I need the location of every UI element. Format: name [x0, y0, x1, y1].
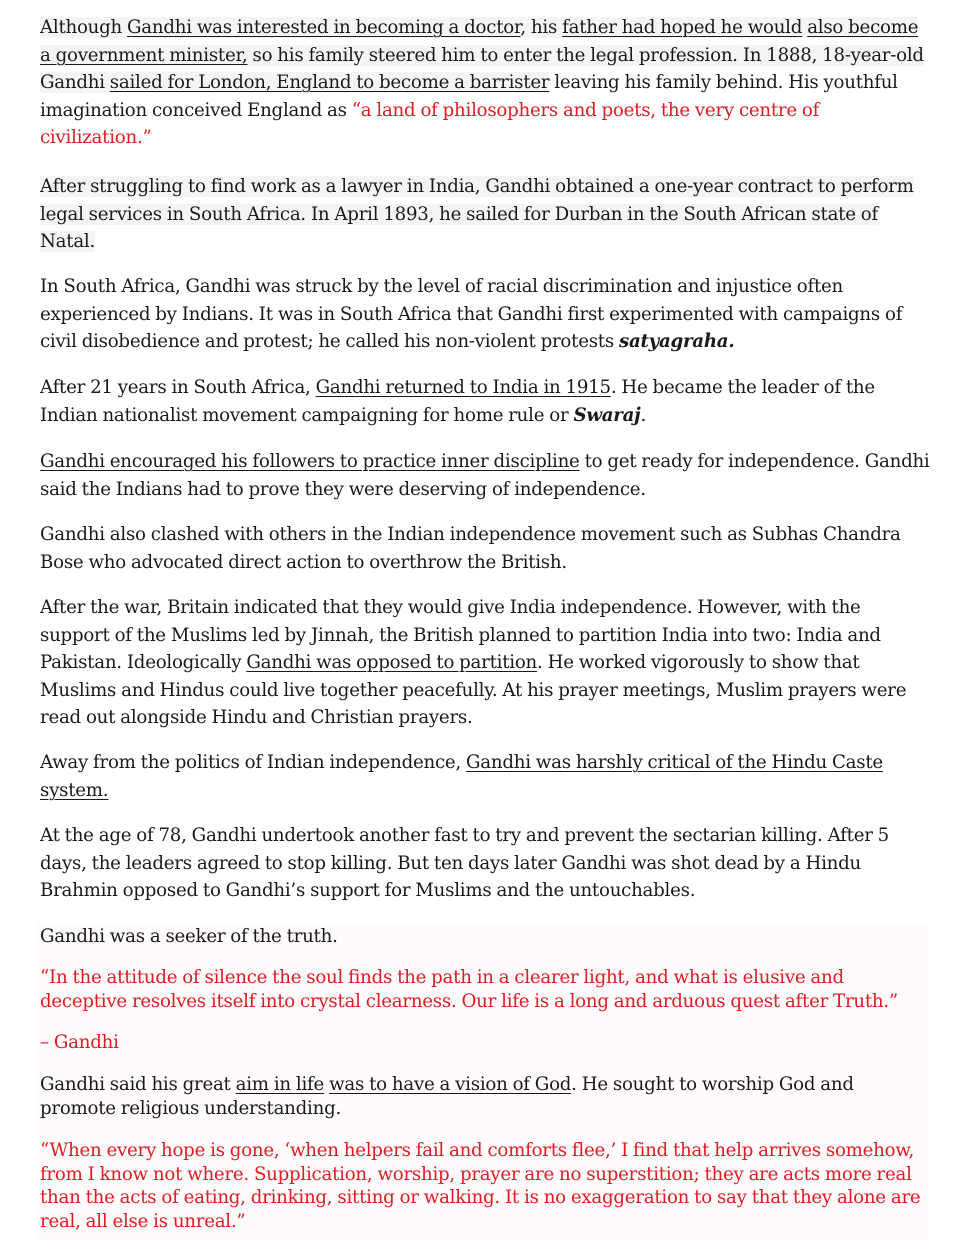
text: . He sought to worship God and promote religious understanding. — [40, 1074, 854, 1119]
quote-attribution — [40, 1031, 930, 1055]
text: “When every hope is gone, ‘when helpers fail and comforts flee,’ I find that help arrives somehow, from I know not where. Supplication, worship, prayer are no superstition; they are acts more real than the acts of eating, drinking, sitting or walking. It is no exaggeration to say that they alone are real, all else is unreal.” — [40, 1140, 921, 1232]
term-swaraj: Swaraj — [573, 404, 641, 426]
text: . He became the leader of the Indian nationalist movement campaigning for home rule or — [40, 377, 875, 426]
link-father-hoped[interactable]: father had hoped he would — [562, 17, 803, 38]
text: After struggling to find work as a lawyer in India, Gandhi obtained a one-year contract to perform legal services in South Africa. In April 1893, he sailed for Durban in the South African state of Natal. — [40, 176, 914, 252]
link-barrister[interactable]: sailed for London, England to become a barrister — [109, 72, 550, 93]
link-vision-of-god[interactable]: was to have a vision of God — [329, 1074, 572, 1095]
text: so his family steered him to enter the legal profession. In 1888, 18-year-old Gandhi — [40, 44, 924, 93]
text: leaving his family behind. His youthful imagination conceived England as — [40, 72, 898, 121]
text: At the age of 78, Gandhi undertook another fast to try and prevent the sectarian killing. After 5 days, the leaders agreed to stop killing. But ten days later Gandhi was shot dead by a Hindu Brahmin opposed to Gandhi’s support for Muslims and the untouchables. — [40, 825, 890, 901]
paragraph-partition — [40, 594, 930, 732]
paragraph-early-life — [40, 14, 930, 152]
quote-england: “a land of philosophers and poets, the very centre of civilization.” — [40, 99, 820, 148]
text: Gandhi said his great — [40, 1074, 236, 1095]
link-government-minister[interactable]: also become a government minister, — [40, 17, 919, 66]
text: – Gandhi — [40, 1032, 119, 1053]
paragraph-vision-god — [40, 1073, 930, 1120]
text: After 21 years in South Africa, — [40, 377, 316, 398]
paragraph-clashed — [40, 521, 930, 576]
text: Although — [40, 17, 128, 38]
text: Gandhi was a seeker of the truth. — [40, 926, 338, 947]
text: In South Africa, Gandhi was struck by the level of racial discrimination and injustice often experienced by Indians. It was in South Africa that Gandhi first experimented with campaigns of civil disobedience and protest; he called his non-violent protests — [40, 276, 903, 352]
link-inner-discipline[interactable]: Gandhi encouraged his followers to practice inner discipline — [40, 451, 580, 472]
paragraph-seeker — [40, 923, 930, 951]
text: Away from the politics of Indian independence, — [40, 752, 467, 773]
paragraph-discipline — [40, 448, 930, 503]
text: to get ready for independence. Gandhi said the Indians had to prove they were deserving of independence. — [40, 451, 930, 500]
text: “In the attitude of silence the soul finds the path in a clearer light, and what is elusive and deceptive resolves itself into crystal clearness. Our life is a long and arduous quest after Truth.” — [40, 967, 898, 1012]
paragraph-death — [40, 822, 930, 905]
text: Gandhi also clashed with others in the Indian independence movement such as Subhas Chandra Bose who advocated direct action to overthrow the British. — [40, 524, 901, 573]
link-aim-in-life[interactable]: aim in life — [235, 1074, 325, 1095]
link-doctor[interactable]: Gandhi was interested in becoming a doctor — [127, 17, 521, 38]
paragraph-return-india — [40, 374, 930, 429]
quote-hope — [40, 1139, 930, 1233]
paragraph-discrimination — [40, 273, 930, 356]
quote-silence — [40, 966, 930, 1013]
link-caste-system[interactable]: Gandhi was harshly critical of the Hindu Caste system. — [40, 752, 883, 801]
link-opposed-partition[interactable]: Gandhi was opposed to partition — [246, 652, 538, 673]
text: . — [640, 404, 647, 426]
text: . He worked vigorously to show that Muslims and Hindus could live together peacefully. At his prayer meetings, Muslim prayers were read out alongside Hindu and Christian prayers. — [40, 652, 907, 728]
text: After the war, Britain indicated that they would give India independence. However, with the support of the Muslims led by Jinnah, the British planned to partition India into two: India and Pakistan. Ideologically — [40, 597, 881, 673]
paragraph-caste — [40, 749, 930, 804]
link-returned-1915[interactable]: Gandhi returned to India in 1915 — [315, 377, 611, 398]
text: , his — [520, 17, 563, 38]
paragraph-south-africa-contract — [40, 173, 930, 256]
term-satyagraha: satyagraha. — [618, 331, 735, 352]
